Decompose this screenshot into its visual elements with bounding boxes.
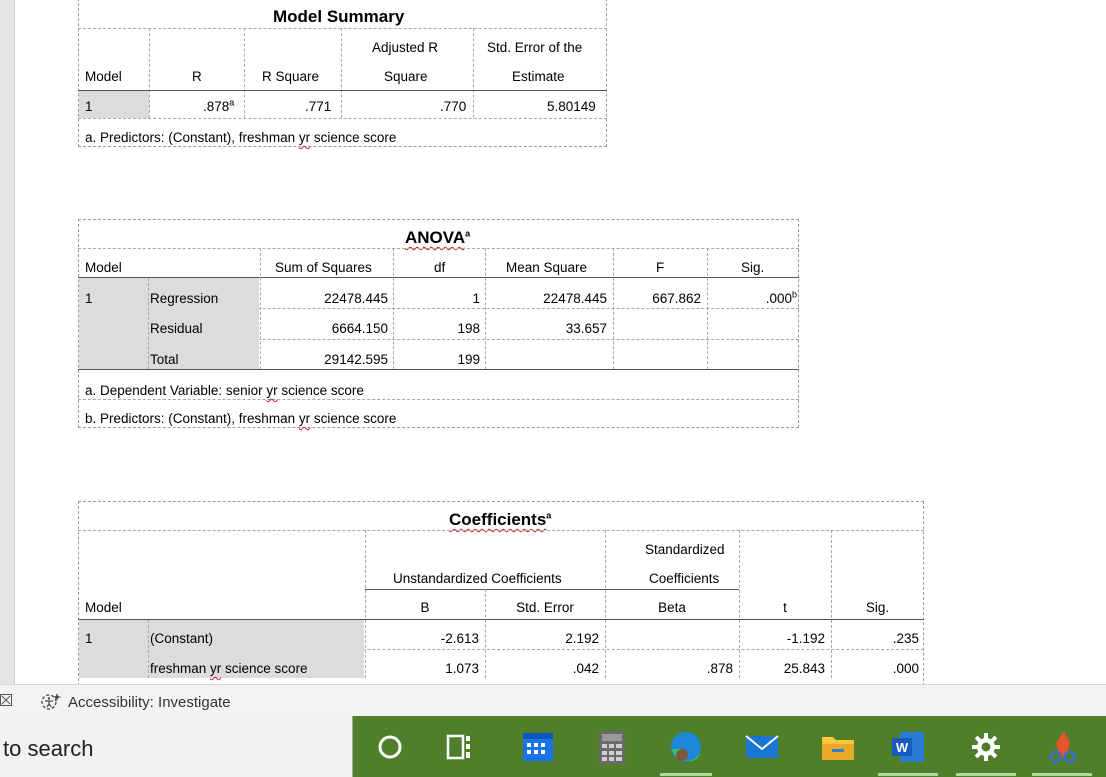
anova-row-label: Residual bbox=[150, 321, 203, 336]
anova-header-sig: Sig. bbox=[741, 260, 765, 275]
coef-model: 1 bbox=[85, 631, 93, 646]
header-std-error: Std. Error of the bbox=[487, 40, 583, 55]
coef-row-label: freshman yr science score bbox=[150, 661, 308, 676]
calculator-icon[interactable] bbox=[592, 727, 632, 767]
coef-row-se: .042 bbox=[572, 661, 599, 676]
search-placeholder: to search bbox=[3, 736, 94, 761]
paint-active-indicator bbox=[1032, 773, 1092, 776]
header-r: R bbox=[192, 69, 202, 84]
anova-footnote-a: a. Dependent Variable: senior yr science score bbox=[85, 383, 364, 398]
anova-row-label: Total bbox=[150, 352, 179, 367]
coef-row-b: -2.613 bbox=[440, 631, 479, 646]
status-bar bbox=[0, 684, 1106, 717]
anova-title: ANOVA$^a$ bbox=[405, 228, 471, 247]
anova-header-ms: Mean Square bbox=[506, 260, 588, 275]
anova-header-df: df bbox=[434, 260, 446, 275]
coef-row-t: 25.843 bbox=[783, 661, 825, 676]
row-r: .878$^a$ bbox=[203, 97, 235, 114]
anova-header-f: F bbox=[656, 260, 665, 275]
anova-row-ms: 22478.445 bbox=[543, 291, 607, 306]
cortana-icon[interactable] bbox=[370, 727, 410, 767]
coef-row-sig: .235 bbox=[892, 631, 919, 646]
anova-row-label: Regression bbox=[150, 291, 219, 306]
row-r-square: .771 bbox=[305, 99, 332, 114]
anova-row-ms: 33.657 bbox=[565, 321, 607, 336]
coef-row-sig: .000 bbox=[892, 661, 919, 676]
settings-active-indicator bbox=[956, 773, 1016, 776]
word-icon[interactable] bbox=[888, 727, 928, 767]
coef-header-std-error: Std. Error bbox=[516, 600, 574, 615]
accessibility-label: Accessibility: Investigate bbox=[68, 693, 231, 711]
close-icon[interactable] bbox=[0, 694, 14, 708]
edge-active-indicator bbox=[660, 773, 712, 776]
row-model: 1 bbox=[85, 99, 93, 114]
accessibility-status[interactable] bbox=[40, 691, 231, 713]
header-adjusted-r: Adjusted R bbox=[372, 40, 439, 55]
edge-icon[interactable] bbox=[666, 727, 706, 767]
left-margin-bar bbox=[0, 0, 15, 684]
anova-header-ss: Sum of Squares bbox=[275, 260, 372, 275]
coef-header-beta: Beta bbox=[658, 600, 686, 615]
anova-row-f: 667.862 bbox=[652, 291, 701, 306]
row-std-error: 5.80149 bbox=[547, 99, 596, 114]
coef-header-t: t bbox=[783, 600, 787, 615]
svg-text:W: W bbox=[895, 740, 909, 755]
model-summary-footnote: a. Predictors: (Constant), freshman yr science score bbox=[85, 130, 397, 145]
coef-header-standardized: Standardized bbox=[645, 542, 725, 557]
paint-icon[interactable] bbox=[1042, 727, 1082, 767]
header-r-square: R Square bbox=[262, 69, 320, 84]
anova-row-ss: 22478.445 bbox=[324, 291, 388, 306]
coef-row-label: (Constant) bbox=[150, 631, 214, 646]
accessibility-icon bbox=[40, 692, 62, 712]
coef-header-coefficients: Coefficients bbox=[649, 571, 720, 586]
header-estimate: Estimate bbox=[512, 69, 565, 84]
document-page[interactable] bbox=[15, 0, 1106, 684]
coef-header-b: B bbox=[420, 600, 430, 615]
task-view-icon[interactable] bbox=[440, 727, 480, 767]
settings-icon[interactable] bbox=[966, 727, 1006, 767]
anova-row-ss: 29142.595 bbox=[324, 352, 388, 367]
mail-icon[interactable] bbox=[742, 727, 782, 767]
coef-row-t: -1.192 bbox=[786, 631, 825, 646]
coefficients-title: Coefficients$^a$ bbox=[449, 510, 552, 529]
model-summary-title: Model Summary bbox=[273, 7, 405, 26]
file-explorer-icon[interactable] bbox=[818, 727, 858, 767]
anova-footnote-b: b. Predictors: (Constant), freshman yr science score bbox=[85, 411, 397, 426]
anova-header-model: Model bbox=[85, 260, 122, 275]
calendar-icon[interactable] bbox=[518, 727, 558, 767]
anova-row-ss: 6664.150 bbox=[331, 321, 388, 336]
anova-row-df: 199 bbox=[457, 352, 480, 367]
anova-model: 1 bbox=[85, 291, 93, 306]
coef-row-beta: .878 bbox=[706, 661, 733, 676]
row-adjusted: .770 bbox=[440, 99, 467, 114]
header-model: Model bbox=[85, 69, 122, 84]
coef-header-sig: Sig. bbox=[865, 600, 890, 615]
taskbar-search[interactable] bbox=[0, 716, 353, 777]
header-adjusted-r-square: Square bbox=[384, 69, 428, 84]
anova-row-sig: .000$^b$ bbox=[765, 289, 797, 306]
coef-header-unstandardized: Unstandardized Coefficients bbox=[393, 571, 562, 586]
coef-row-se: 2.192 bbox=[565, 631, 599, 646]
anova-row-df: 1 bbox=[472, 291, 480, 306]
anova-row-df: 198 bbox=[457, 321, 480, 336]
word-active-indicator bbox=[878, 773, 938, 776]
coef-row-b: 1.073 bbox=[445, 661, 479, 676]
coef-header-model: Model bbox=[85, 600, 122, 615]
